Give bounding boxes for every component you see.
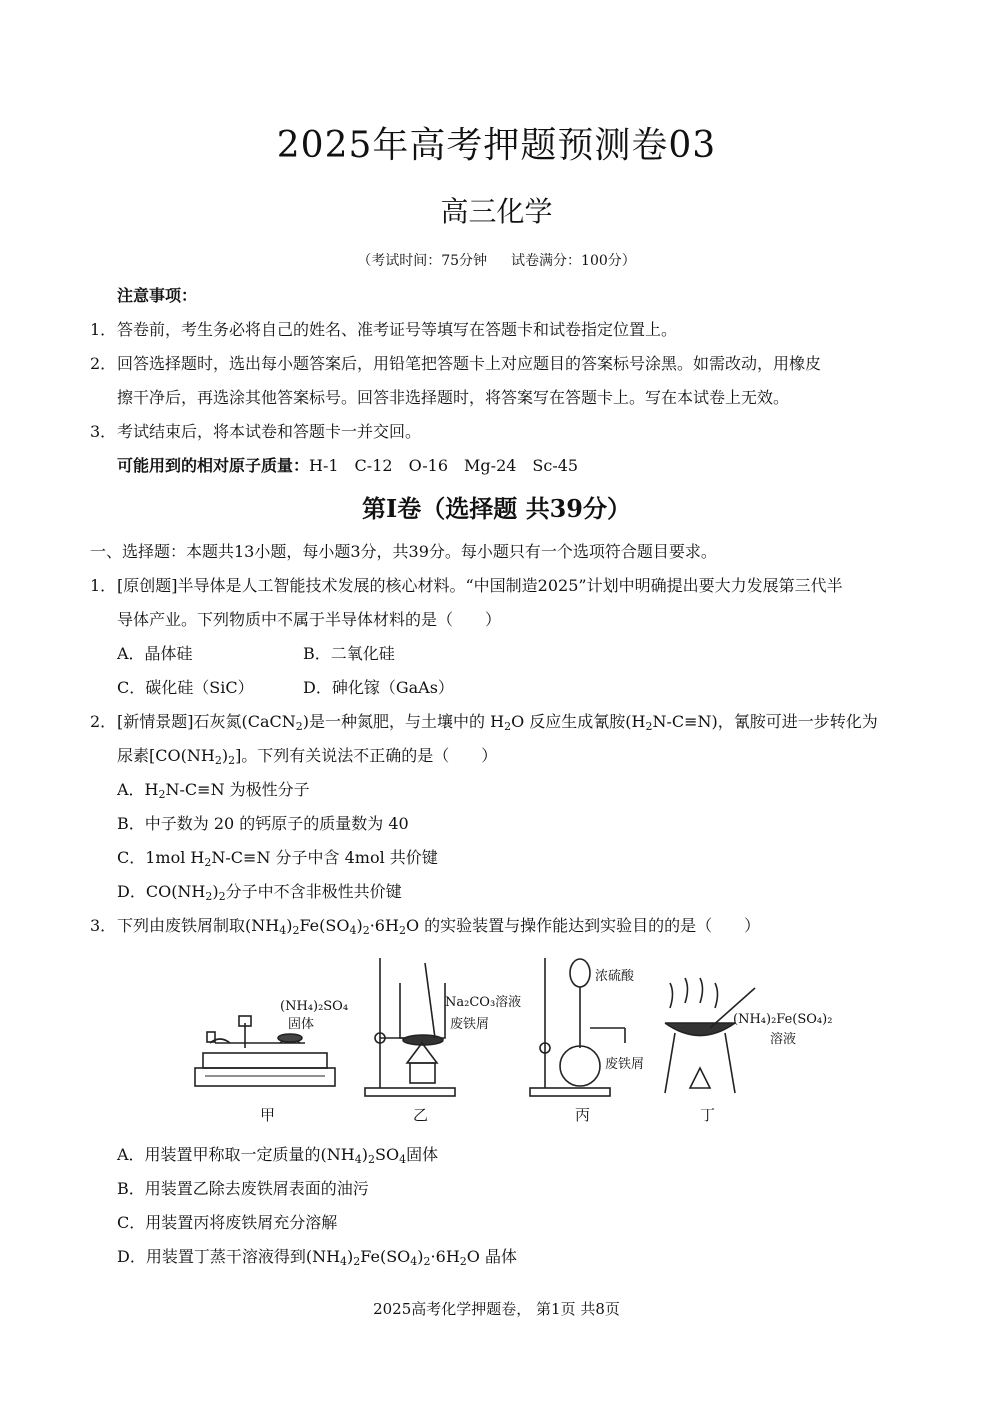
notice-heading: 注意事项： [117,286,198,305]
full-score: 试卷满分：100分） [511,253,636,269]
page-footer: 2025高考化学押题卷， 第1页 共8页 [373,1300,620,1318]
section-intro: 一、选择题：本题共13小题，每小题3分，共39分。每小题只有一个选项符合题目要求。 [90,542,717,561]
svg-text:废铁屑: 废铁屑 [605,1057,645,1072]
svg-text:丙: 丙 [575,1106,591,1124]
q2-option-c: C．1mol $H_2N-C\equiv N$ 分子中含 4mol 共价键 [117,848,438,869]
q2-option-d: D．$CO(NH_2)_2$分子中不含非极性共价键 [117,882,402,903]
q3-option-a: A．用装置甲称取一定质量的$(NH_4)_2SO_4$固体 [117,1145,439,1166]
q2-option-a: A．$H_2N-C\equiv N$ 为极性分子 [117,780,310,801]
svg-text:溶液: 溶液 [770,1032,797,1047]
svg-text:甲: 甲 [260,1106,276,1124]
svg-text:废铁屑: 废铁屑 [450,1017,490,1032]
notice-item-2-cont: 擦干净后，再选涂其他答案标号。回答非选择题时，将答案写在答题卡上。写在本试卷上无效。 [117,388,790,407]
svg-text:浓硫酸: 浓硫酸 [595,969,635,984]
notice-item-3: 3．考试结束后，将本试卷和答题卡一并交回。 [90,422,422,441]
q2-option-b: B．中子数为 20 的钙原子的质量数为 40 [117,814,409,833]
apparatus-ding-evaporator [665,978,832,1124]
q2-stem-cont: 尿素$[CO(NH_2)_2]$。下列有关说法不正确的是（ ） [117,746,498,767]
q1-stem-cont: 导体产业。下列物质中不属于半导体材料的是（ ） [117,610,502,629]
q1-option-b: B．二氧化硅 [303,644,395,663]
q3-option-d: D．用装置丁蒸干溶液得到$(NH_4)_2Fe(SO_4)_2\cdot 6H_2O$ 晶体 [117,1247,517,1268]
atomic-mass: 可能用到的相对原子质量：H-1 C-12 O-16 Mg-24 Sc-45 [117,456,579,475]
page-title: 2025年高考押题预测卷03 [276,125,717,166]
svg-text:固体: 固体 [288,1017,315,1032]
exam-time: （考试时间：75分钟 [357,253,488,269]
q1-option-d: D．砷化镓（GaAs） [303,678,454,697]
q1-option-a: A．晶体硅 [117,644,193,663]
svg-text:Na₂CO₃溶液: Na₂CO₃溶液 [445,995,522,1010]
section-title: 第Ⅰ卷（选择题 共39分） [362,494,631,523]
q1-stem: 1．[原创题]半导体是人工智能技术发展的核心材料。“中国制造2025”计划中明确提出要大力发展第三代半 [90,576,843,595]
svg-text:(NH₄)₂Fe(SO₄)₂: (NH₄)₂Fe(SO₄)₂ [733,1012,833,1027]
exam-meta [0,250,993,272]
q3-stem: 3．下列由废铁屑制取$(NH_4)_2Fe(SO_4)_2\cdot 6H_2O$ 的实验装置与操作能达到实验目的的是（ ） [90,916,761,937]
svg-text:(NH₄)₂SO₄: (NH₄)₂SO₄ [280,999,349,1014]
notice-item-1: 1．答卷前，考生务必将自己的姓名、准考证号等填写在答题卡和试卷指定位置上。 [90,320,678,339]
apparatus-yi-beaker [365,958,521,1124]
q3-apparatus-figure [185,948,845,1133]
q2-stem: 2．[新情景题]石灰氮(CaCN$_2$)是一种氮肥，与土壤中的 $H_2O$ 反应生成氰胺$(H_2N-C\equiv N)$，氰胺可进一步转化为 [90,712,878,733]
apparatus-jia-balance [195,999,348,1124]
page-subtitle: 高三化学 [440,195,553,228]
q1-option-c: C．碳化硅（SiC） [117,678,254,697]
notice-item-2: 2．回答选择题时，选出每小题答案后，用铅笔把答题卡上对应题目的答案标号涂黑。如需改动，用橡皮 [90,354,822,373]
q3-option-c: C．用装置丙将废铁屑充分溶解 [117,1213,338,1232]
svg-text:丁: 丁 [700,1106,716,1124]
apparatus-bing-flask [530,958,644,1124]
q3-option-b: B．用装置乙除去废铁屑表面的油污 [117,1179,369,1198]
svg-text:乙: 乙 [413,1106,429,1124]
